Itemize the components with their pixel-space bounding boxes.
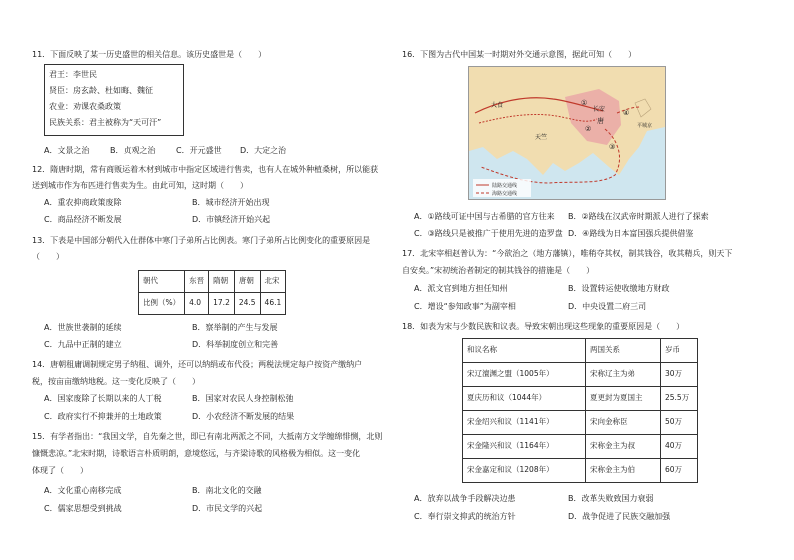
map-label-tang: 唐: [597, 117, 604, 125]
q14-stem-line2: 税，按亩亩缴纳地税。这一变化反映了（ ）: [32, 377, 200, 386]
q13-option-c[interactable]: C．九品中正制的建立: [44, 340, 122, 349]
q11-box-line: 贤臣：房玄龄、杜如晦、魏征: [49, 86, 153, 95]
q16-option-d[interactable]: D．④路线为日本富国强兵提供借鉴: [568, 229, 694, 238]
q17-option-a[interactable]: A．派文官到地方担任知州: [414, 284, 508, 293]
q13-table: [138, 270, 286, 315]
q12-option-d[interactable]: D．市镇经济开始兴起: [192, 215, 271, 224]
q14-option-c[interactable]: C．政府实行不抑兼并的土地政策: [44, 412, 162, 421]
q17-option-d[interactable]: D．中央设置二府三司: [568, 302, 647, 311]
q18-cell: 夏更封为夏国主: [586, 387, 661, 411]
q15-stem-line1: 15．有学者指出：“我国文学，自先秦之世，即已有南北两派之不同，大抵南方文学缠绵悱恻，北则: [32, 432, 383, 441]
route-marker-2: ②: [585, 125, 592, 133]
q13-header-cell: 朝代: [139, 271, 185, 293]
q15-stem-line3: 体现了（ ）: [32, 466, 88, 475]
q18-stem: 18．如表为宋与少数民族和议表。导致宋朝出现这些现象的重要原因是（ ）: [402, 322, 685, 331]
q16-option-b[interactable]: B．②路线在汉武帝时期派人进行了探索: [568, 212, 709, 221]
q15-option-b[interactable]: B．南北文化的交融: [192, 486, 262, 495]
q13-header-cell: 东晋: [185, 271, 209, 293]
q13-option-b[interactable]: B．察举制的产生与发展: [192, 323, 278, 332]
trade-route-map: [469, 67, 665, 199]
q18-header-cell: 和议名称: [463, 339, 586, 363]
q14-stem-line1: 14．唐朝租庸调制规定男子纳租、调外，还可以纳绢或布代役；两税法规定每户按资产缴纳户: [32, 360, 363, 369]
q13-option-a[interactable]: A．世族世袭制的延续: [44, 323, 122, 332]
legend-land-label: 陆路交通线: [492, 183, 518, 189]
q18-cell: 60万: [661, 459, 698, 483]
q17-option-b[interactable]: B．设置转运使收缴地方财政: [568, 284, 670, 293]
q12-option-b[interactable]: B．城市经济开始出现: [192, 198, 270, 207]
q18-cell: 30万: [661, 363, 698, 387]
q11-box-line: 农业：劝课农桑政策: [49, 102, 121, 111]
q14-option-b[interactable]: B．国家对农民人身控制松弛: [192, 394, 294, 403]
q16-stem: 16．下图为古代中国某一时期对外交通示意图，据此可知（ ）: [402, 50, 637, 59]
q18-option-c[interactable]: C．奉行崇文抑武的统治方针: [414, 512, 516, 521]
q11-option-b[interactable]: B．贞观之治: [110, 146, 156, 155]
q11-stem: 11．下面反映了某一历史盛世的相关信息。该历史盛世是（ ）: [32, 50, 267, 59]
legend-sea-label: 海路交通线: [492, 191, 518, 197]
q13-option-d[interactable]: D．科举制度创立和完善: [192, 340, 279, 349]
q18-header-cell: 两国关系: [586, 339, 661, 363]
q18-cell: 50万: [661, 411, 698, 435]
q18-cell: 25.5万: [661, 387, 698, 411]
q18-cell: 宋辽澶渊之盟（1005年）: [463, 363, 586, 387]
q18-cell: 宋金隆兴和议（1164年）: [463, 435, 586, 459]
q18-cell: 夏庆历和议（1044年）: [463, 387, 586, 411]
route-marker-3: ③: [609, 143, 616, 151]
q17-option-c[interactable]: C．增设“参知政事”为副宰相: [414, 302, 516, 311]
q18-cell: 宋向金称臣: [586, 411, 661, 435]
q12-stem-line1: 12．隋唐时期，常有商贩运着木材到城市中指定区域进行售卖，也有人在城外种植桑树，所以能获: [32, 165, 379, 174]
route-marker-1: ①: [581, 99, 588, 107]
q13-header-cell: 隋朝: [209, 271, 235, 293]
q15-option-a[interactable]: A．文化重心南移完成: [44, 486, 122, 495]
q14-option-d[interactable]: D．小农经济不断发展的结果: [192, 412, 295, 421]
q15-stem-line2: 慷慨悲凉。”北宋时期，诗歌语言朴质明朗，意境悠远，与齐梁诗歌的风格极为相似。这一变化: [32, 449, 361, 458]
q12-option-c[interactable]: C．商品经济不断发展: [44, 215, 122, 224]
table-row: [463, 363, 698, 387]
q17-stem-line1: 17．北宋宰相赵普认为：“今欲治之（地方藩镇），唯稍夺其权，制其钱谷，收其精兵，则天下: [402, 249, 733, 258]
map-label-heijokyo: 平城京: [637, 123, 653, 129]
q13-cell: 24.5: [234, 293, 260, 315]
q13-cell: 17.2: [209, 293, 235, 315]
route-marker-4: ④: [623, 109, 630, 117]
q13-header-cell: 唐朝: [234, 271, 260, 293]
q18-cell: 宋金嘉定和议（1208年）: [463, 459, 586, 483]
q15-option-d[interactable]: D．市民文学的兴起: [192, 504, 263, 513]
q13-cell: 4.0: [185, 293, 209, 315]
q18-cell: 40万: [661, 435, 698, 459]
q11-option-d[interactable]: D．大定之治: [240, 146, 287, 155]
table-row: [463, 411, 698, 435]
q18-option-d[interactable]: D．战争促进了民族交融加强: [568, 512, 671, 521]
q18-header-cell: 岁币: [661, 339, 698, 363]
table-row: [463, 435, 698, 459]
table-row: [463, 387, 698, 411]
q16-option-c[interactable]: C．③路线只是被推广于使用先进的造罗盘: [414, 229, 563, 238]
q18-cell: 宋称辽主为弟: [586, 363, 661, 387]
q18-cell: 宋称金主为伯: [586, 459, 661, 483]
map-label-tianzhu: 天竺: [535, 134, 548, 141]
q18-option-a[interactable]: A．放弃以战争手段解决边患: [414, 494, 516, 503]
q12-option-a[interactable]: A．重农抑商政策废除: [44, 198, 122, 207]
q11-box-line: 民族关系：君主被称为“天可汗”: [49, 118, 162, 127]
map-label-dashi: 大食: [491, 102, 504, 109]
q15-option-c[interactable]: C．儒家思想受到挑战: [44, 504, 122, 513]
q18-cell: 宋金绍兴和议（1141年）: [463, 411, 586, 435]
land-mass: [469, 67, 665, 175]
q11-box-line: 君王：李世民: [49, 70, 97, 79]
q13-stem-line2: （ ）: [32, 252, 64, 261]
q17-stem-line2: 自安矣。”宋初统治者制定的制其钱谷的措施是（ ）: [402, 266, 595, 275]
q18-option-b[interactable]: B．改革失败致国力衰弱: [568, 494, 654, 503]
q18-table: [462, 338, 698, 483]
q11-info-box: [44, 64, 184, 136]
q16-map: [468, 66, 666, 200]
q13-cell: 比例（%）: [139, 293, 185, 315]
q12-stem-line2: 送到城市作为布匹进行售卖为生。由此可知，这时期（ ）: [32, 181, 248, 190]
q18-cell: 宋称金主为叔: [586, 435, 661, 459]
q11-option-a[interactable]: A．文景之治: [44, 146, 90, 155]
q13-cell: 46.1: [260, 293, 286, 315]
map-label-changan: 长安: [593, 106, 606, 113]
q13-stem-line1: 13．下表是中国部分朝代入仕群体中寒门子弟所占比例表。寒门子弟所占比例变化的重要原因是: [32, 236, 371, 245]
table-row: [463, 459, 698, 483]
q11-option-c[interactable]: C．开元盛世: [176, 146, 222, 155]
q13-header-cell: 北宋: [260, 271, 286, 293]
q14-option-a[interactable]: A．国家废除了长期以来的人丁税: [44, 394, 162, 403]
q16-option-a[interactable]: A．①路线可证中国与古希腊的官方往来: [414, 212, 555, 221]
